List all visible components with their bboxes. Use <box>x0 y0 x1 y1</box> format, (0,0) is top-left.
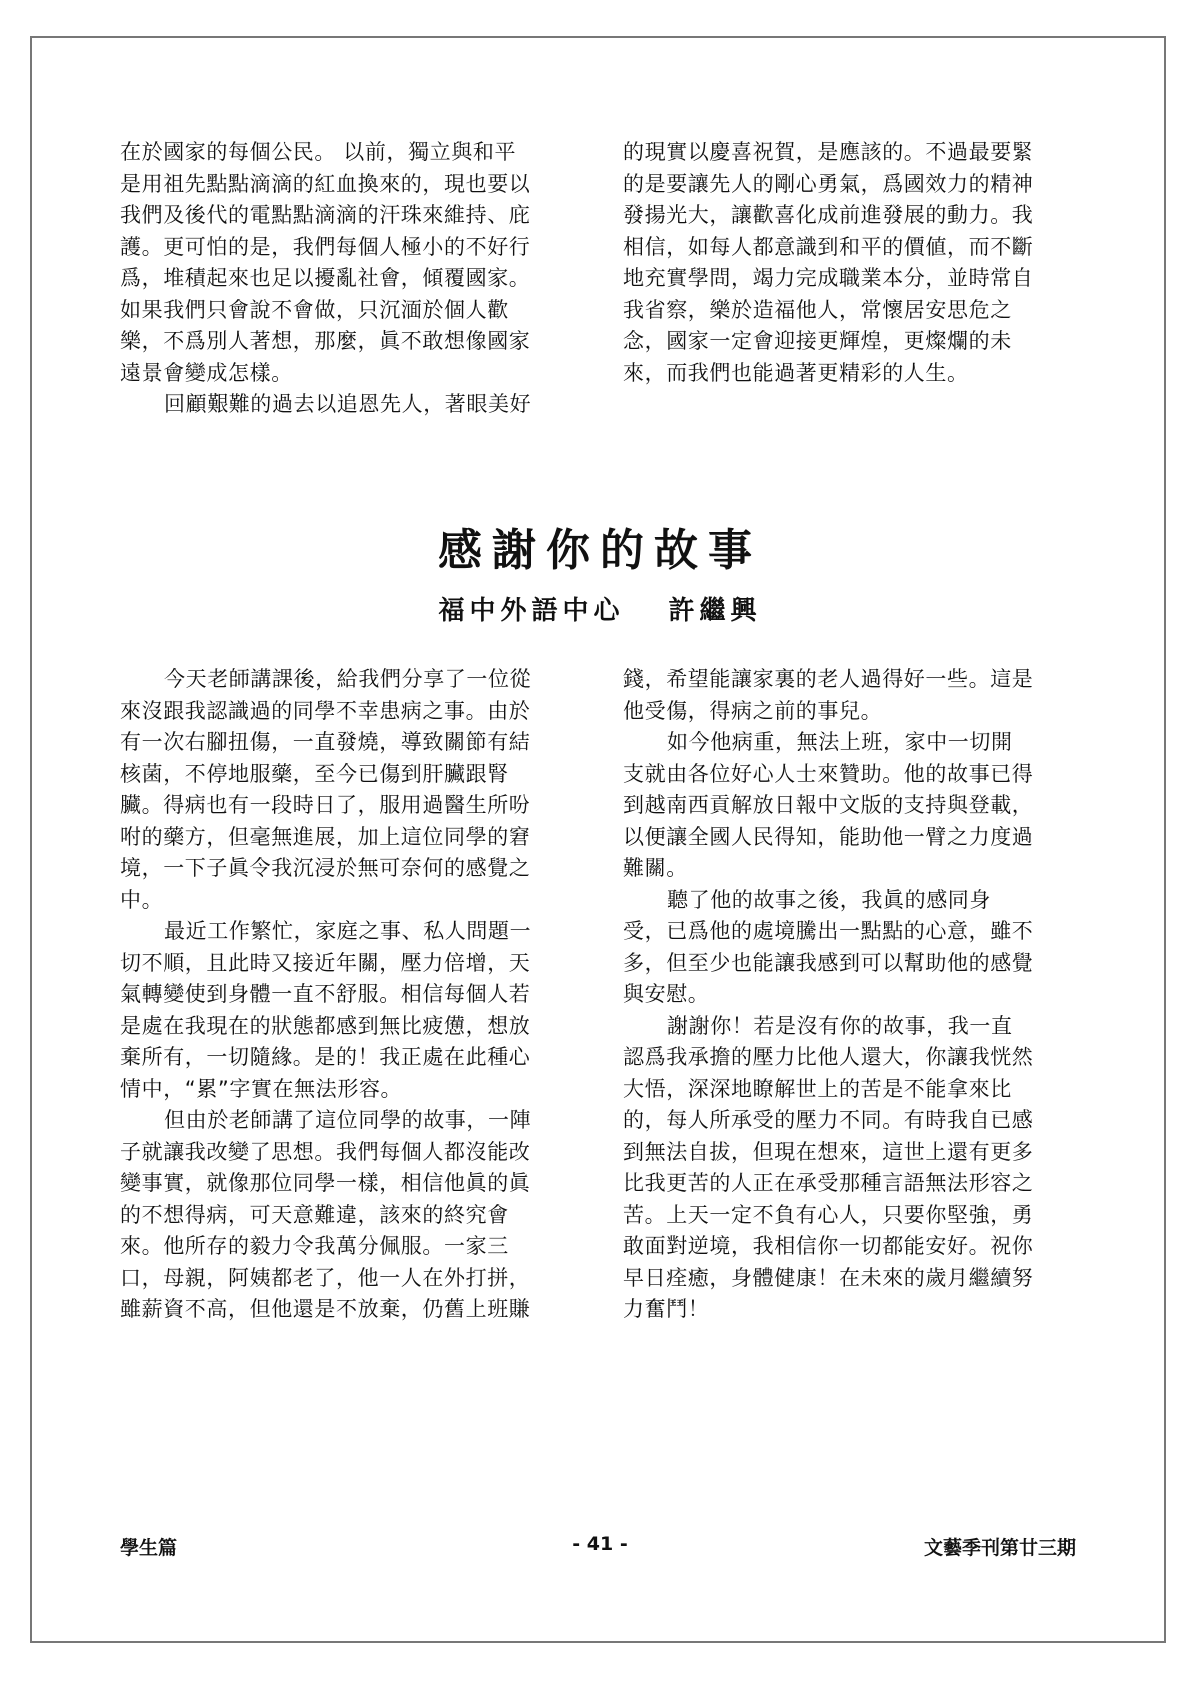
text-line: 回顧艱難的過去以追恩先人，著眼美好 <box>164 392 532 416</box>
text-line: 但由於老師講了這位同學的故事，一陣 <box>164 1108 532 1132</box>
text-line: 是處在我現在的狀態都感到無比疲憊，想放 <box>120 1013 531 1038</box>
text-line: 早日痊癒，身體健康！在未來的歲月繼續努 <box>623 1265 1034 1290</box>
text-line: 受，已爲他的處境騰出一點點的心意，雖不 <box>623 919 1034 943</box>
text-line: 的現實以慶喜祝賀，是應該的。不過最要緊 <box>623 140 1034 164</box>
text-line: 來，而我們也能過著更精彩的人生。 <box>623 360 969 385</box>
text-line: 到越南西貢解放日報中文版的支持與登載， <box>623 793 1034 817</box>
previous-article-left-column <box>120 137 570 421</box>
text-line: 難關。 <box>623 856 688 880</box>
text-line: 我們及後代的電點點滴滴的汗珠來維持、庇 <box>120 203 531 227</box>
text-line: 今天老師講課後，給我們分享了一位從 <box>164 667 532 691</box>
text-line: 變事實，就像那位同學一樣，相信他眞的眞 <box>120 1171 531 1195</box>
text-line: 支就由各位好心人士來贊助。他的故事已得 <box>623 761 1034 786</box>
text-line: 核菌，不停地服藥，至今已傷到肝臟跟腎 <box>120 761 509 786</box>
text-line: 力奮鬥！ <box>623 1297 710 1321</box>
footer-section-label: 學生篇 <box>120 1537 178 1559</box>
text-line: 苦。上天一定不負有心人，只要你堅強，勇 <box>623 1202 1034 1227</box>
author-name: 許繼興 <box>668 596 762 626</box>
text-line: 發揚光大，讓歡喜化成前進發展的動力。我 <box>623 203 1034 227</box>
text-line: 多，但至少也能讓我感到可以幫助他的感覺 <box>623 950 1034 975</box>
text-line: 聽了他的故事之後，我眞的感同身 <box>667 887 991 912</box>
text-line: 的，每人所承受的壓力不同。有時我自已感 <box>623 1108 1034 1132</box>
article-left-column <box>120 664 570 1326</box>
text-line: 到無法自拔，但現在想來，這世上還有更多 <box>623 1139 1034 1164</box>
text-line: 的是要讓先人的剛心勇氣，爲國效力的精神 <box>623 171 1034 196</box>
author-organization: 福中外語中心 <box>438 596 625 626</box>
text-line: 棄所有，一切隨緣。是的！我正處在此種心 <box>120 1045 531 1069</box>
text-line: 以便讓全國人民得知，能助他一臂之力度過 <box>623 824 1034 849</box>
text-line: 咐的藥方，但毫無進展，加上這位同學的窘 <box>120 824 531 849</box>
previous-article-right-column <box>623 137 1073 389</box>
text-line: 來沒跟我認識過的同學不幸患病之事。由於 <box>120 698 531 723</box>
text-line: 比我更苦的人正在承受那種言語無法形容之 <box>623 1171 1034 1195</box>
text-line: 念，國家一定會迎接更輝煌，更燦爛的未 <box>623 329 1012 353</box>
text-line: 是用祖先點點滴滴的紅血換來的，現也要以 <box>120 171 531 196</box>
text-line: 謝謝你！若是沒有你的故事，我一直 <box>667 1013 1013 1038</box>
footer-publication: 文藝季刊第廿三期 <box>923 1537 1076 1559</box>
article-title: 感謝你的故事 <box>438 525 762 576</box>
text-line: 在於國家的每個公民。 以前，獨立與和平 <box>120 140 517 164</box>
text-line: 地充實學問，竭力完成職業本分，並時常自 <box>623 266 1034 290</box>
text-line: 中。 <box>120 887 164 912</box>
text-line: 境，一下子眞令我沉浸於無可奈何的感覺之 <box>120 856 531 880</box>
text-line: 來。他所存的毅力令我萬分佩服。一家三 <box>120 1234 509 1258</box>
text-line: 錢，希望能讓家裏的老人過得好一些。這是 <box>623 667 1034 691</box>
text-line: 敢面對逆境，我相信你一切都能安好。祝你 <box>623 1234 1034 1258</box>
text-line: 最近工作繁忙，家庭之事、私人問題一 <box>164 919 532 943</box>
text-line: 有一次右腳扭傷，一直發燒，導致關節有結 <box>120 730 531 754</box>
text-line: 如今他病重，無法上班，家中一切開 <box>667 730 1013 754</box>
text-line: 護。更可怕的是，我們每個人極小的不好行 <box>120 234 531 259</box>
article-byline <box>0 590 1200 627</box>
footer-page-number: - 41 - <box>572 1533 628 1555</box>
text-line: 他受傷，得病之前的事兒。 <box>623 698 883 723</box>
text-line: 爲，堆積起來也足以擾亂社會，傾覆國家。 <box>120 266 531 290</box>
article-right-column <box>623 664 1073 1326</box>
text-line: 遠景會變成怎樣。 <box>120 360 293 385</box>
text-line: 子就讓我改變了思想。我們每個人都沒能改 <box>120 1139 531 1164</box>
text-line: 臟。得病也有一段時日了，服用過醫生所吩 <box>120 793 531 817</box>
text-line: 相信，如每人都意識到和平的價値，而不斷 <box>623 234 1034 259</box>
text-line: 口，母親，阿姨都老了，他一人在外打拼， <box>120 1265 531 1290</box>
text-line: 與安慰。 <box>623 982 710 1006</box>
text-line: 大悟，深深地瞭解世上的苦是不能拿來比 <box>623 1076 1012 1101</box>
text-line: 樂，不爲別人著想，那麼，眞不敢想像國家 <box>120 329 531 353</box>
text-line: 我省察，樂於造福他人，常懷居安思危之 <box>623 297 1012 322</box>
text-line: 切不順，且此時又接近年關，壓力倍增，天 <box>120 950 531 975</box>
text-line: 如果我們只會說不會做，只沉湎於個人歡 <box>120 297 509 322</box>
text-line: 雖薪資不高，但他還是不放棄，仍舊上班賺 <box>120 1297 531 1321</box>
text-line: 氣轉變使到身體一直不舒服。相信每個人若 <box>120 982 531 1006</box>
text-line: 認爲我承擔的壓力比他人還大，你讓我恍然 <box>623 1045 1034 1069</box>
text-line: 的不想得病，可天意難違，該來的終究會 <box>120 1202 509 1227</box>
text-line: 情中，“累”字實在無法形容。 <box>120 1076 403 1101</box>
